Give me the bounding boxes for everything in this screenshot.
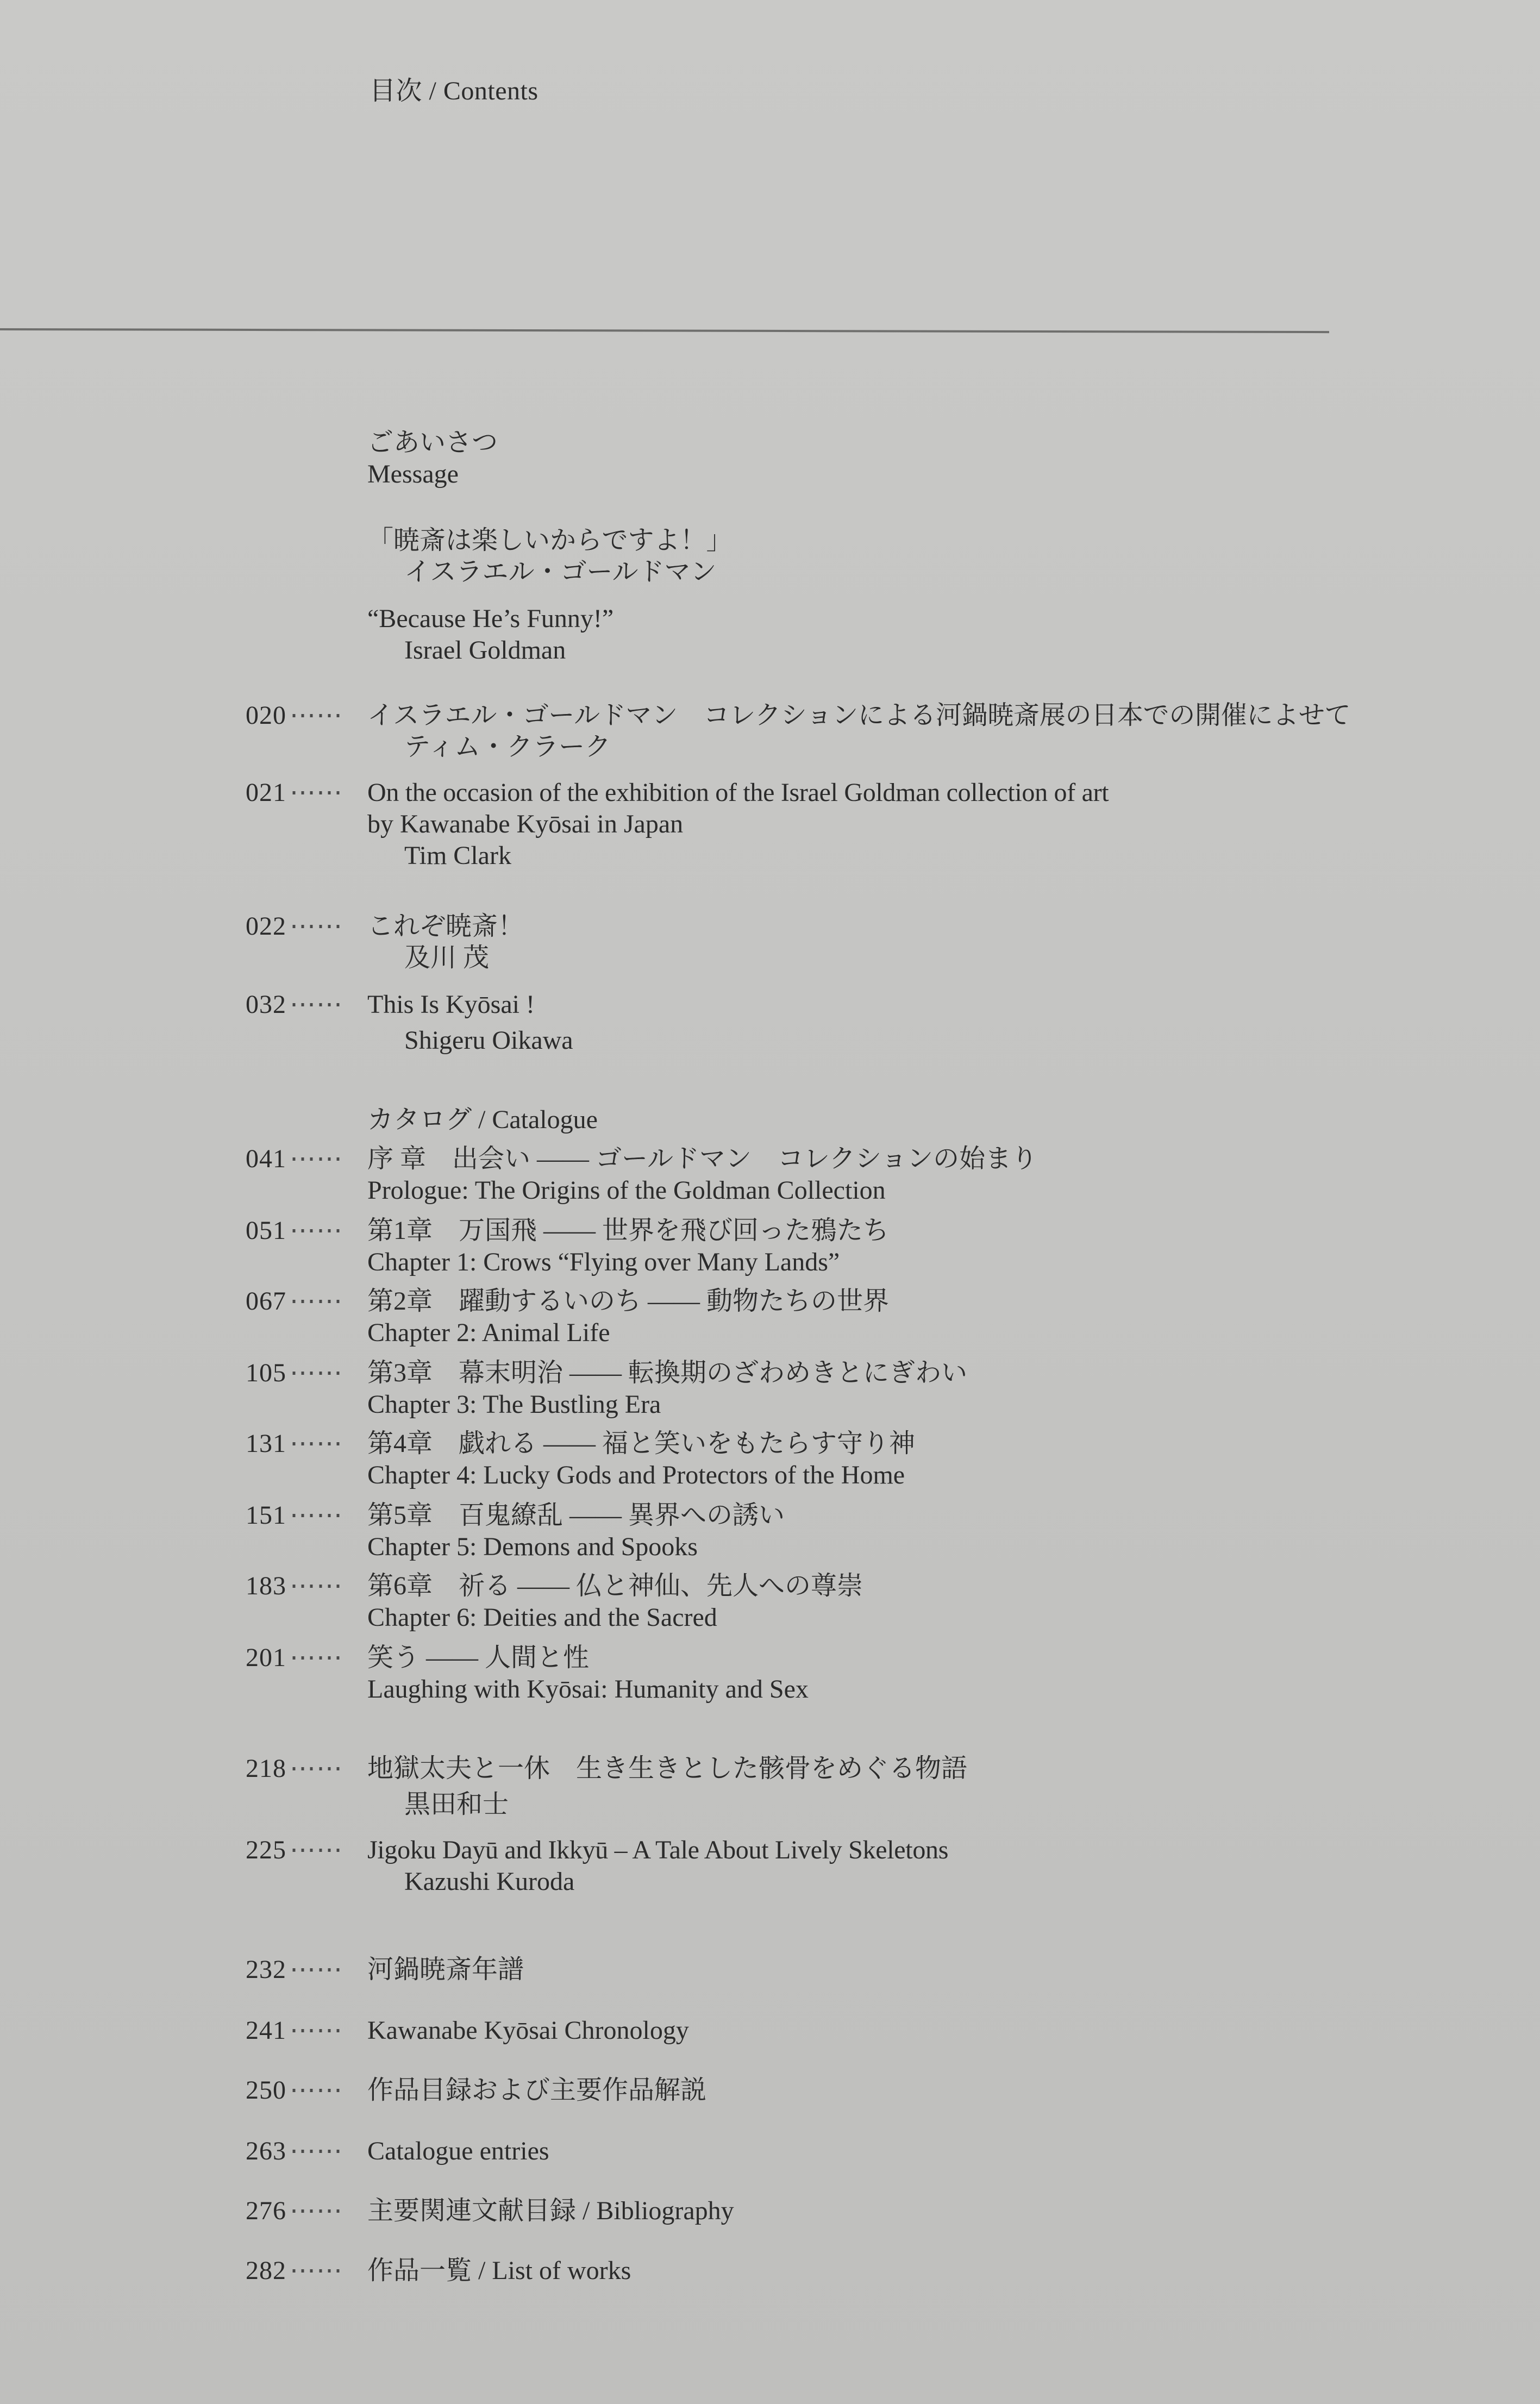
chapter-title-en: Prologue: The Origins of the Goldman Collection bbox=[367, 1176, 886, 1205]
message-heading-en: Message bbox=[367, 460, 459, 489]
leader-dots: ⋯⋯ bbox=[290, 2016, 343, 2045]
leader-dots: ⋯⋯ bbox=[290, 990, 343, 1019]
toc-entry-title: 主要関連文献目録 / Bibliography bbox=[367, 2196, 734, 2225]
message-quote-en: “Because He’s Funny!” bbox=[367, 604, 614, 633]
toc-entry-page bbox=[246, 911, 343, 942]
page-number: 218 bbox=[246, 1754, 286, 1783]
chapter-title-ja: 第4章 戯れる ―― 福と笑いをもたらす守り神 bbox=[367, 1429, 916, 1458]
toc-entry-page bbox=[246, 2136, 343, 2167]
leader-dots: ⋯⋯ bbox=[290, 2137, 343, 2165]
page-number: 250 bbox=[246, 2076, 286, 2105]
toc-entry-page bbox=[246, 2195, 343, 2227]
chapter-title-ja: 笑う ―― 人間と性 bbox=[367, 1643, 590, 1672]
chapter-title-ja: 第1章 万国飛 ―― 世界を飛び回った鴉たち bbox=[367, 1216, 890, 1245]
leader-dots: ⋯⋯ bbox=[290, 1287, 343, 1316]
toc-entry-title: This Is Kyōsai ! bbox=[367, 990, 535, 1019]
chapter-title-en: Chapter 3: The Bustling Era bbox=[367, 1390, 661, 1419]
toc-entry-title: イスラエル・ゴールドマン コレクションによる河鍋暁斎展の日本での開催によせて bbox=[367, 701, 1351, 730]
page-number: 241 bbox=[246, 2016, 286, 2045]
leader-dots: ⋯⋯ bbox=[290, 1955, 343, 1984]
page-number: 151 bbox=[246, 1501, 286, 1530]
leader-dots: ⋯⋯ bbox=[290, 1836, 343, 1864]
toc-entry-title: Jigoku Dayū and Ikkyū – A Tale About Lively Skeletons bbox=[367, 1836, 949, 1864]
toc-entry-title: Kawanabe Kyōsai Chronology bbox=[367, 2016, 689, 2045]
leader-dots: ⋯⋯ bbox=[290, 1216, 343, 1245]
page-title: 目次 / Contents bbox=[370, 77, 539, 105]
toc-entry-title: On the occasion of the exhibition of the Israel Goldman collection of art bbox=[367, 778, 1109, 807]
leader-dots: ⋯⋯ bbox=[290, 701, 343, 730]
toc-entry-page bbox=[246, 2075, 343, 2106]
toc-entry-page bbox=[246, 989, 343, 1021]
page-number: 067 bbox=[246, 1287, 286, 1316]
toc-entry-page bbox=[246, 1835, 343, 1866]
page-number: 232 bbox=[246, 1955, 286, 1984]
toc-entry-title: これぞ暁斎！ bbox=[367, 912, 524, 941]
page-number: 032 bbox=[246, 990, 286, 1019]
leader-dots: ⋯⋯ bbox=[290, 912, 343, 941]
page-number: 276 bbox=[246, 2196, 286, 2225]
leader-dots: ⋯⋯ bbox=[290, 1358, 343, 1387]
chapter-title-en: Chapter 2: Animal Life bbox=[367, 1318, 610, 1347]
leader-dots: ⋯⋯ bbox=[290, 1754, 343, 1783]
message-heading-ja: ごあいさつ bbox=[367, 428, 498, 457]
page-number: 183 bbox=[246, 1572, 286, 1600]
toc-entry-page bbox=[246, 777, 343, 809]
page-number: 263 bbox=[246, 2137, 286, 2165]
message-author-en: Israel Goldman bbox=[404, 636, 566, 665]
toc-entry-page bbox=[246, 700, 343, 731]
toc-entry-page bbox=[246, 1570, 343, 1602]
leader-dots: ⋯⋯ bbox=[290, 1643, 343, 1672]
toc-entry-title: 河鍋暁斎年譜 bbox=[367, 1955, 524, 1984]
toc-entry-page bbox=[246, 1642, 343, 1674]
toc-entry-page bbox=[246, 1286, 343, 1317]
chapter-title-en: Chapter 4: Lucky Gods and Protectors of the Home bbox=[367, 1461, 905, 1489]
toc-entry-page bbox=[246, 1428, 343, 1460]
leader-dots: ⋯⋯ bbox=[290, 2256, 343, 2285]
message-quote-ja: 「暁斎は楽しいからですよ！」 bbox=[367, 526, 733, 555]
toc-entry-page bbox=[246, 1500, 343, 1531]
chapter-title-ja: 第2章 躍動するいのち ―― 動物たちの世界 bbox=[367, 1287, 890, 1316]
chapter-title-en: Chapter 1: Crows “Flying over Many Lands” bbox=[367, 1248, 840, 1276]
chapter-title-en: Chapter 5: Demons and Spooks bbox=[367, 1532, 698, 1561]
toc-entry-page bbox=[246, 1215, 343, 1247]
toc-entry-title: Catalogue entries bbox=[367, 2137, 549, 2165]
toc-entry-page bbox=[246, 1357, 343, 1389]
toc-entry-author: Kazushi Kuroda bbox=[404, 1867, 575, 1896]
toc-entry-page bbox=[246, 1753, 343, 1785]
toc-entry-title-cont: by Kawanabe Kyōsai in Japan bbox=[367, 810, 684, 838]
message-author-ja: イスラエル・ゴールドマン bbox=[404, 558, 717, 586]
page-number: 131 bbox=[246, 1429, 286, 1458]
leader-dots: ⋯⋯ bbox=[290, 2076, 343, 2105]
toc-entry-title: 作品一覧 / List of works bbox=[367, 2256, 631, 2285]
leader-dots: ⋯⋯ bbox=[290, 2196, 343, 2225]
chapter-title-ja: 第6章 祈る ―― 仏と神仙、先人への尊崇 bbox=[367, 1572, 863, 1600]
toc-entry-author: 及川 茂 bbox=[404, 943, 490, 972]
leader-dots: ⋯⋯ bbox=[290, 1144, 343, 1173]
leader-dots: ⋯⋯ bbox=[290, 778, 343, 807]
toc-entry-page bbox=[246, 2015, 343, 2046]
page-number: 022 bbox=[246, 912, 286, 941]
chapter-title-ja: 序 章 出会い ―― ゴールドマン コレクションの始まり bbox=[367, 1144, 1038, 1173]
chapter-title-ja: 第3章 幕末明治 ―― 転換期のざわめきとにぎわい bbox=[367, 1358, 968, 1387]
toc-entry-page bbox=[246, 1143, 343, 1175]
page-number: 105 bbox=[246, 1358, 286, 1387]
chapter-title-en: Laughing with Kyōsai: Humanity and Sex bbox=[367, 1675, 809, 1704]
page-number: 051 bbox=[246, 1216, 286, 1245]
chapter-title-ja: 第5章 百鬼繚乱 ―― 異界への誘い bbox=[367, 1501, 785, 1530]
catalogue-heading: カタログ / Catalogue bbox=[367, 1105, 598, 1134]
page-number: 021 bbox=[246, 778, 286, 807]
page-number: 282 bbox=[246, 2256, 286, 2285]
toc-entry-page bbox=[246, 2255, 343, 2287]
toc-entry-title: 地獄太夫と一休 生き生きとした骸骨をめぐる物語 bbox=[367, 1754, 968, 1783]
toc-entry-author: ティム・クラーク bbox=[404, 733, 611, 761]
toc-entry-title: 作品目録および主要作品解説 bbox=[367, 2076, 707, 2105]
page-number: 225 bbox=[246, 1836, 286, 1864]
page-number: 020 bbox=[246, 701, 286, 730]
leader-dots: ⋯⋯ bbox=[290, 1429, 343, 1458]
toc-entry-author: Tim Clark bbox=[404, 841, 511, 870]
page-number: 201 bbox=[246, 1643, 286, 1672]
chapter-title-en: Chapter 6: Deities and the Sacred bbox=[367, 1603, 717, 1632]
leader-dots: ⋯⋯ bbox=[290, 1572, 343, 1600]
toc-entry-page bbox=[246, 1954, 343, 1986]
page-number: 041 bbox=[246, 1144, 286, 1173]
toc-entry-author: 黒田和士 bbox=[404, 1790, 509, 1819]
leader-dots: ⋯⋯ bbox=[290, 1501, 343, 1530]
toc-entry-author: Shigeru Oikawa bbox=[404, 1026, 573, 1055]
